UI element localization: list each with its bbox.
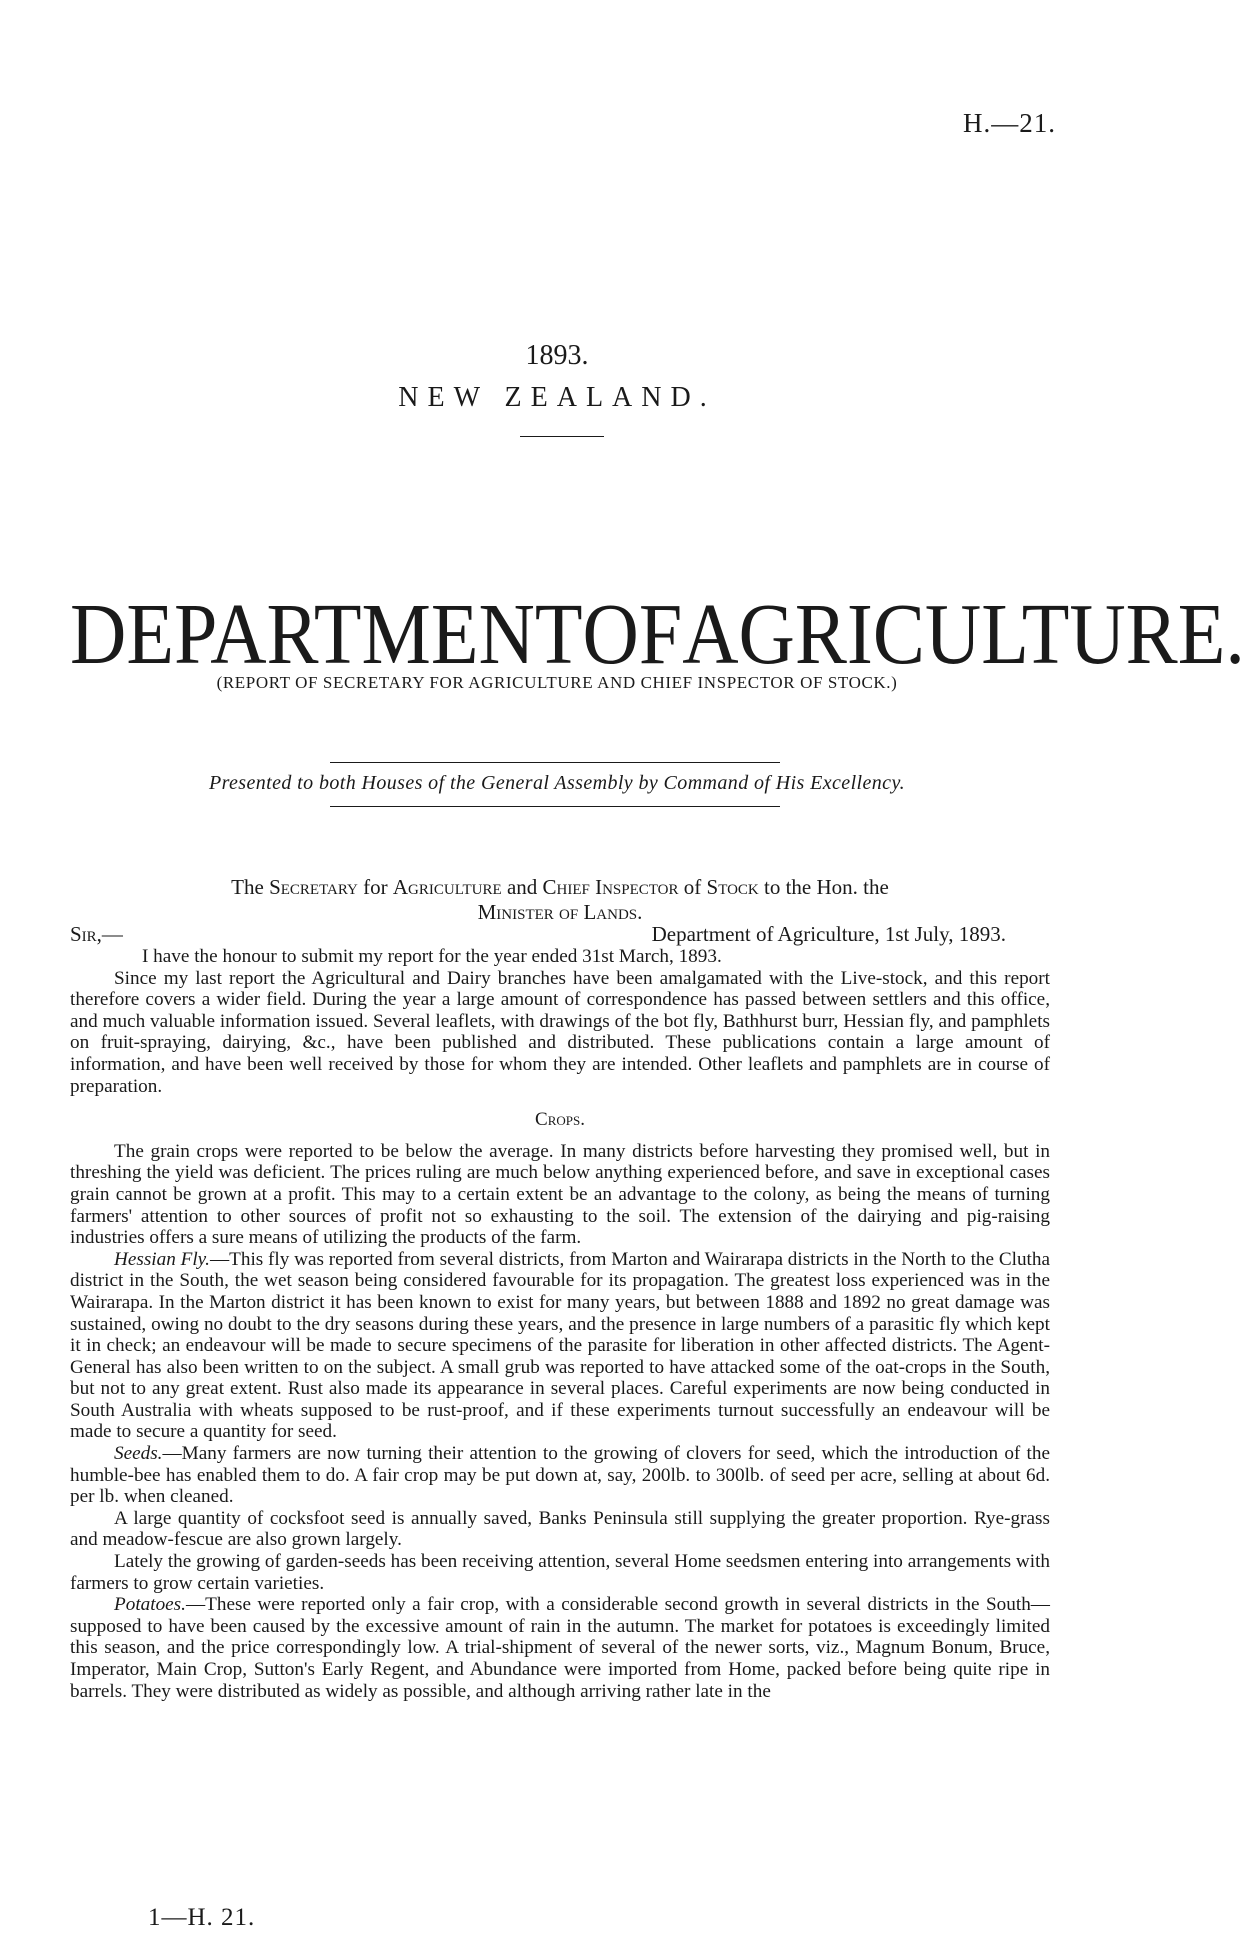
hessian-label: Hessian Fly. [114, 1248, 210, 1270]
title-word: DEPARTMENT [70, 584, 583, 682]
masthead-divider [520, 436, 604, 437]
letter-address [120, 875, 1000, 925]
title-word: OF [582, 584, 683, 682]
publication-year: 1893. [525, 340, 589, 371]
dateline: Department of Agriculture, 1st July, 1893. [651, 922, 1006, 946]
potatoes-label: Potatoes. [114, 1594, 186, 1616]
paragraph-hessian: Hessian Fly.—This fly was reported from several districts, from Marton and Wairarapa districts in the North to the Clutha district in the South, the wet season being considered favourable for its propagation. The greatest loss experienced was in the Wairarapa. In the Marton district it has been known to exist for many years, but between 1888 and 1892 no great damage was sustained, owing no doubt to the dry seasons during these years, and the presence in large numbers of a parasitic fly which kept it in check; an endeavour will be made to secure specimens of the parasite for liberation in other affected districts. The Agent-General has also been written to on the subject. A small grub was reported to have attacked some of the oat-crops in the South, but not to any great extent. Rust also made its appearance in several places. Careful experiments are now being conducted in South Australia with wheats supposed to be rust-proof, and if these experiments turnout successfully an endeavour will be made to secure a quantity for seed. [70, 1248, 1050, 1443]
paragraph-since: Since my last report the Agricultural and Dairy branches have been amalgamated with the Live-stock, and this report therefore covers a wider field. During the year a large amount of correspondence has passed between settlers and this office, and much valuable information issued. Several leaflets, with drawings of the bot fly, Bathhurst burr, Hessian fly, and pamphlets on fruit-spraying, dairying, &c., have been published and distributed. These publications contain a large amount of information, and have been well received by those for whom they are intended. Other leaflets and pamphlets are in course of preparation. [70, 967, 1050, 1097]
intro-paragraph: I have the honour to submit my report for the year ended 31st March, 1893. [142, 946, 722, 967]
paragraph-garden: Lately the growing of garden-seeds has been receiving attention, several Home seedsmen entering into arrangements with farmers to grow certain varieties. [70, 1551, 1050, 1594]
title-word: AGRICULTURE. [682, 584, 1245, 682]
salutation: Sir,— [70, 922, 123, 946]
page-folio: 1—H. 21. [148, 1904, 256, 1931]
address-line-1: The Secretary for Agriculture and Chief Inspector of Stock to the Hon. the [231, 875, 889, 899]
paragraph-grain: The grain crops were reported to be below the average. In many districts before harvesting they promised well, but in threshing the yield was deficient. The prices ruling are much below anything experienced before, and save in exceptional cases grain cannot be grown at a profit. This may to a certain extent be an advantage to the colony, as being the means of turning farmers' attention to other sources of profit not so exhausting to the soil. The extension of the dairying and pig-raising industries offers a sure means of utilizing the products of the farm. [70, 1140, 1050, 1249]
report-subtitle: (REPORT OF SECRETARY FOR AGRICULTURE AND CHIEF INSPECTOR OF STOCK.) [216, 673, 898, 692]
paragraph-seeds: Seeds.—Many farmers are now turning their attention to the growing of clovers for seed, which the introduction of the humble-bee has enabled them to do. A fair crop may be put down at, say, 200lb. to 300lb. of seed per acre, selling at about 6d. per lb. when cleaned. [70, 1443, 1050, 1508]
presented-rule-bottom [330, 806, 780, 807]
document-reference: H.—21. [963, 108, 1056, 138]
paragraph-cocksfoot: A large quantity of cocksfoot seed is annually saved, Banks Peninsula still supplying the greater proportion. Rye-grass and meadow-fescue are also grown largely. [70, 1507, 1050, 1551]
section-heading-crops: Crops. [535, 1109, 585, 1131]
presented-line: Presented to both Houses of the General Assembly by Command of His Excellency. [208, 772, 906, 794]
paragraph-potatoes: Potatoes.—These were reported only a fair crop, with a considerable second growth in several districts in the South—supposed to have been caused by the excessive amount of rain in the autumn. The market for potatoes is exceedingly limited this season, and the price correspondingly low. A trial-shipment of several of the newer sorts, viz., Magnum Bonum, Bruce, Imperator, Main Crop, Sutton's Early Regent, and Abundance were imported from Home, packed before being quite ripe in barrels. They were distributed as widely as possible, and although arriving rather late in the [70, 1594, 1050, 1702]
seeds-label: Seeds. [114, 1443, 163, 1465]
country-name: NEW ZEALAND. [398, 382, 716, 413]
department-title [70, 584, 1245, 682]
report-body [70, 946, 1050, 1702]
address-line-2: Minister of Lands. [477, 900, 643, 924]
presented-rule-top [330, 762, 780, 763]
